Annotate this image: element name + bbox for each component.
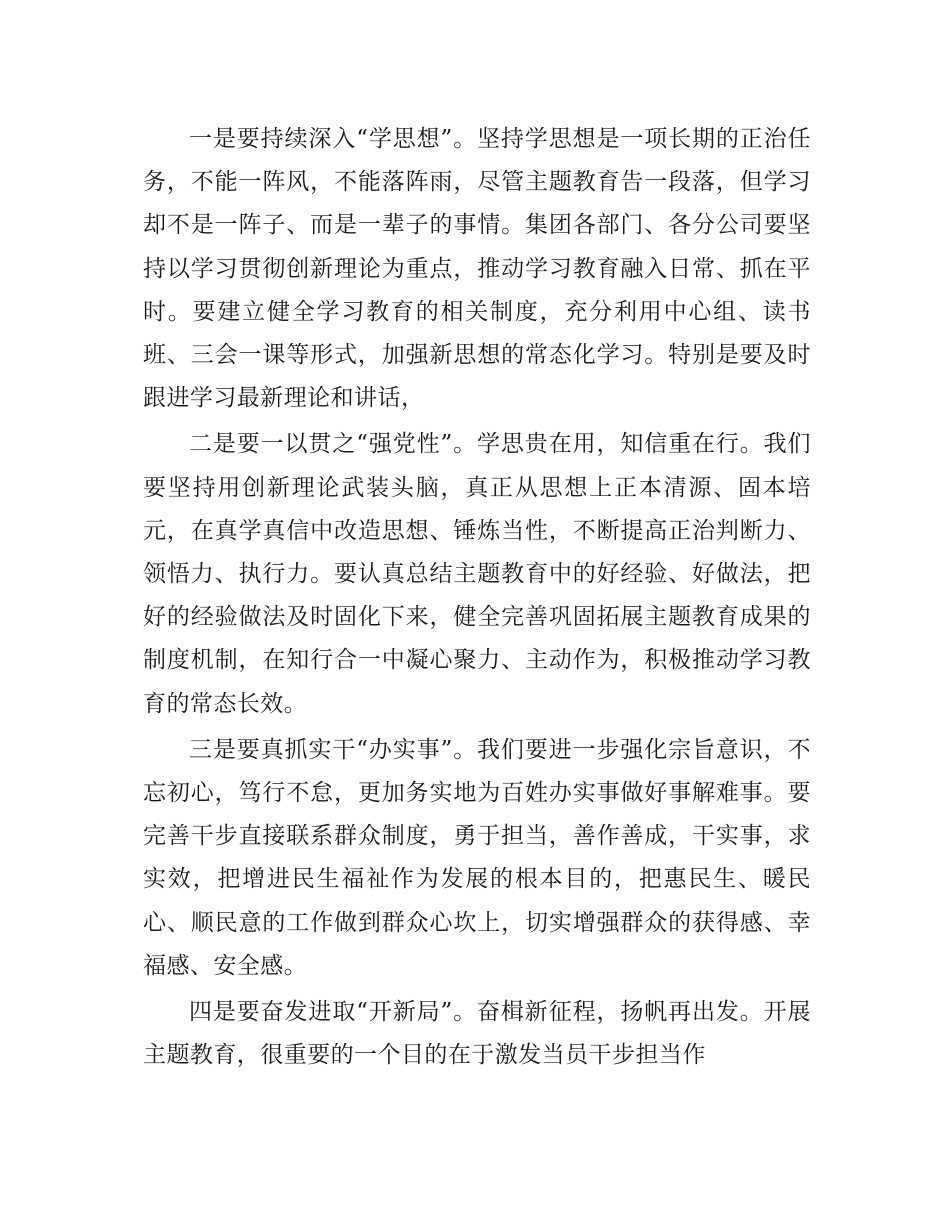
paragraph-practical-work: 三是要真抓实干“办实事”。我们要进一步强化宗旨意识，不忘初心，笃行不怠，更加务实地为百姓办实事做好事解难事。要完善干步直接联系群众制度，勇于担当，善作善成，干实事，求实效，把增进民生福祉作为发展的根本目的，把惠民生、暖民心、顺民意的工作做到群众心坎上，切实增强群众的获得感、幸福感、安全感。 bbox=[143, 736, 811, 979]
paragraph-study-thought: 一是要持续深入“学思想”。坚持学思想是一项长期的正治任务，不能一阵风，不能落阵雨，尽管主题教育告一段落，但学习却不是一阵子、而是一辈子的事情。集团各部门、各分公司要坚持以学习贯彻创新理论为重点，推动学习教育融入日常、抓在平时。要建立健全学习教育的相关制度，充分利用中心组、读书班、三会一课等形式，加强新思想的常态化学习。特别是要及时跟进学习最新理论和讲话， bbox=[143, 126, 811, 412]
paragraph-new-situation: 四是要奋发进取“开新局”。奋楫新征程，扬帆再出发。开展主题教育，很重要的一个目的在于激发当员干步担当作 bbox=[143, 999, 811, 1069]
paragraph-party-spirit: 二是要一以贯之“强党性”。学思贵在用，知信重在行。我们要坚持用创新理论武装头脑，真正从思想上正本清源、固本培元，在真学真信中改造思想、锤炼当性，不断提高正治判断力、领悟力、执行力。要认真总结主题教育中的好经验、好做法，把好的经验做法及时固化下来，健全完善巩固拓展主题教育成果的制度机制，在知行合一中凝心聚力、主动作为，积极推动学习教育的常态长效。 bbox=[143, 431, 811, 717]
document-body bbox=[143, 118, 811, 1080]
